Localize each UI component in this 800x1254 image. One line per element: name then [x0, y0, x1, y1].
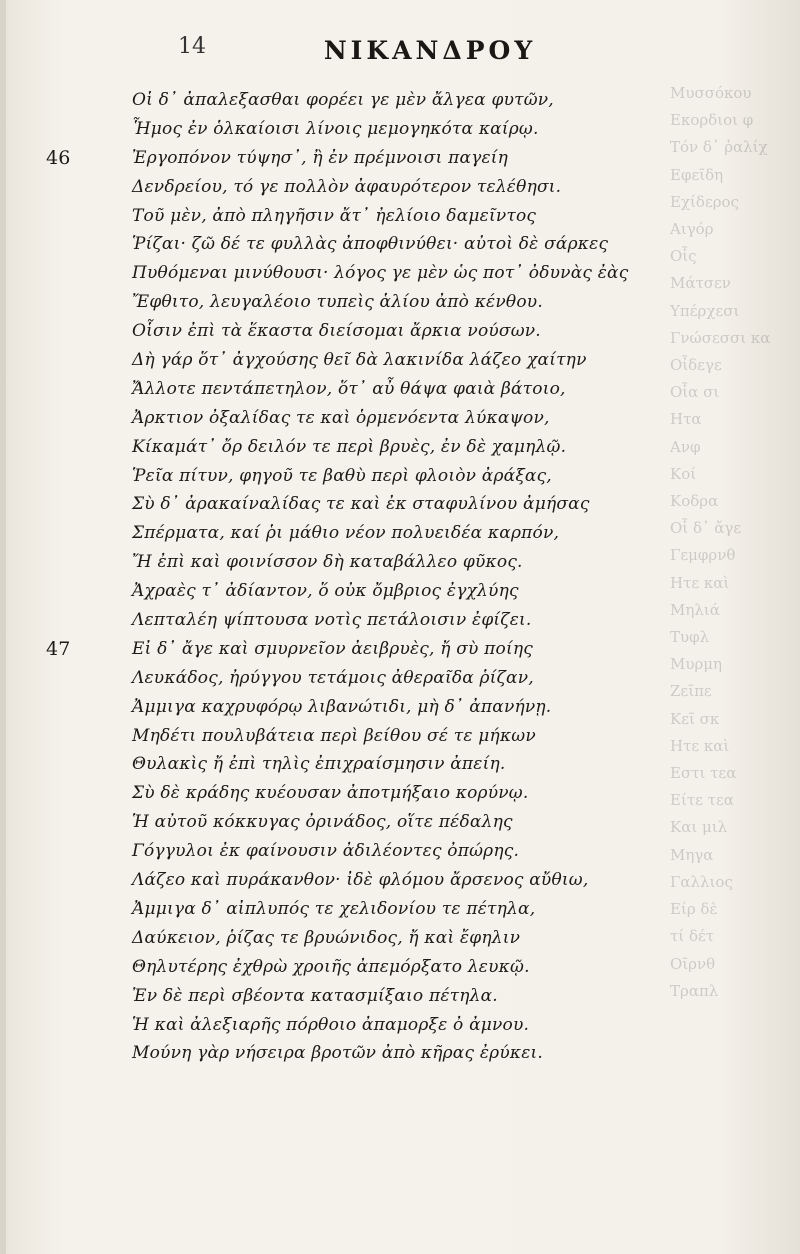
bleed-line: Γαλλιος — [670, 872, 733, 891]
bleed-line: Μηλιά — [670, 600, 720, 619]
verse-line — [46, 635, 632, 664]
verse-line — [132, 317, 632, 346]
verse-text: Μηδέτι πουλυβάτεια περὶ βείθου σέ τε μήκων — [132, 725, 536, 746]
verse-line — [132, 577, 632, 606]
verse-line — [132, 1039, 632, 1068]
verse-line — [132, 982, 632, 1011]
verse-text: Σπέρματα, καί ῥι μάθιο νέον πολυειδέα καρπόν, — [132, 523, 560, 544]
verse-text: Ἀρκτιον ὀξαλίδας τε καὶ ὁρμενόεντα λύκαψον, — [132, 407, 550, 428]
bleed-line: Γεμφρνθ — [670, 546, 736, 565]
bleed-line: Μυρμη — [670, 655, 723, 674]
bleed-line: Οῖρνθ — [670, 954, 716, 973]
bleed-line: Γνώσεσσι κα — [670, 328, 771, 347]
verse-text: Δὴ γάρ ὅτ᾽ ἀγχούσης θεῖ δὰ λακινίδα λάζεο χαίτην — [132, 350, 587, 371]
verse-text: Ἀχραὲς τ᾽ ἀδίαντον, ὅ οὐκ ὄμβριος ἐγχλύης — [132, 581, 519, 602]
bleed-line: τί δέτ — [670, 927, 715, 946]
verse-line — [132, 924, 632, 953]
verse-text: Δενδρείου, τό γε πολλὸν ἀφαυρότερον τελέθησι. — [132, 176, 562, 197]
verse-text: Λευκάδος, ἠρύγγου τετάμοις ἀθεραῖδα ῥίζαν, — [132, 667, 534, 688]
verse-text: Κίκαμάτ᾽ ὄρ δειλόν τε περὶ βρυὲς, ἐν δὲ χαμηλῷ. — [132, 436, 567, 457]
verse-line — [132, 375, 632, 404]
verse-line — [132, 173, 632, 202]
verse-line — [132, 230, 632, 259]
verse-block — [46, 86, 632, 1068]
verse-line — [132, 346, 632, 375]
verse-text: Οἷσιν ἐπὶ τὰ ἕκαστα διείσομαι ἄρκια νούσων. — [132, 321, 541, 342]
verse-line — [132, 837, 632, 866]
bleed-line: Υπέρχεσι — [670, 301, 740, 320]
verse-line — [132, 722, 632, 751]
verse-text: Μούνη γὰρ νήσειρα βροτῶν ἀπὸ κῆρας ἐρύκει. — [132, 1043, 544, 1064]
verse-line — [132, 953, 632, 982]
bleed-line: Ητε καὶ — [670, 573, 730, 592]
verse-line — [132, 433, 632, 462]
verse-line — [132, 519, 632, 548]
bleed-line: Οἶς — [670, 247, 697, 266]
line-number: 47 — [46, 637, 71, 660]
bleed-line: Ητε καὶ — [670, 736, 730, 755]
verse-line — [132, 404, 632, 433]
bleed-line: Κοί — [670, 464, 697, 483]
verse-line — [132, 895, 632, 924]
verse-text: Ἤ ἐπὶ καὶ φοινίσσον δὴ καταβάλλεο φῦκος. — [132, 552, 523, 573]
page-gutter — [0, 0, 6, 1254]
verse-text: Ἐργοπόνον τύψησ᾽, ἢ ἐν πρέμνοισι παγείη — [132, 147, 509, 168]
bleed-line: Μάτσεν — [670, 274, 731, 293]
verse-text: Λεπταλέη ψίπτουσα νοτὶς πετάλοισιν ἐφίζει. — [132, 610, 532, 631]
verse-line — [132, 1011, 632, 1040]
verse-text: Ἐν δὲ περὶ σβέοντα κατασμίξαιο πέτηλα. — [132, 985, 498, 1006]
verse-text: Εἰ δ᾽ ἄγε καὶ σμυρνεῖον ἀειβρυὲς, ἤ σὺ ποίης — [132, 638, 533, 659]
bleed-line: Τυφλ — [670, 628, 710, 647]
bleed-line: Τόν δ᾽ ῥαλίχ — [670, 138, 768, 157]
verse-line — [132, 259, 632, 288]
verse-text: Σὺ δ᾽ ἀρακαίναλίδας τε καὶ ἐκ σταφυλίνου ἀμήσας — [132, 494, 590, 515]
verse-text: Ἡ αὐτοῦ κόκκυγας ὀρινάδος, οἵτε πέδαλης — [132, 812, 513, 833]
bleed-line: Είτε τεα — [670, 791, 734, 810]
verse-text: Πυθόμεναι μινύθουσι· λόγος γε μὲν ὡς ποτ᾽ ὀδυνὰς ἐὰς — [132, 263, 629, 284]
bleed-line: Κεῖ σκ — [670, 709, 720, 728]
verse-line — [132, 779, 632, 808]
verse-line — [46, 144, 632, 173]
verse-line — [132, 86, 632, 115]
verse-text: Ῥίζαι· ζῶ δέ τε φυλλὰς ἀποφθινύθει· αὐτοὶ δὲ σάρκες — [132, 234, 609, 255]
verse-text: Ἔφθιτο, λευγαλέοιο τυπεὶς ἁλίου ἀπὸ κένθου. — [132, 292, 543, 313]
bleed-line: Ζεῖπε — [670, 682, 712, 701]
verse-text: Γόγγυλοι ἐκ φαίνουσιν ἀδιλέοντες ὀπώρης. — [132, 841, 520, 862]
bleed-line: Τραπλ — [670, 981, 719, 1000]
bleed-line: Εστι τεα — [670, 764, 737, 783]
verse-text: Δαύκειον, ῥίζας τε βρυώνιδος, ἤ καὶ ἔφηλιν — [132, 927, 521, 948]
bleed-through-text — [670, 80, 800, 1180]
verse-text: Θηλυτέρης ἐχθρὼ χροιῆς ἀπεμόρξατο λευκῷ. — [132, 956, 530, 977]
verse-text: Ἡ καὶ ἀλεξιαρῆς πόρθοιο ἀπαμορξε ὀ ἀμνου. — [132, 1014, 530, 1035]
verse-text: Ἄλλοτε πεντάπετηλον, ὅτ᾽ αὖ θάψα φαιὰ βάτοιο, — [132, 378, 566, 399]
bleed-line: Οἶδεγε — [670, 356, 722, 375]
bleed-line: Οἷα σι — [670, 383, 720, 402]
bleed-line: Ανφ — [670, 437, 701, 456]
bleed-line: Μυσσόκου — [670, 84, 752, 102]
line-number: 46 — [46, 146, 71, 169]
bleed-line: Και μιλ — [670, 818, 728, 837]
verse-line — [132, 750, 632, 779]
bleed-line: Εφεῖδη — [670, 165, 724, 184]
bleed-line: Ητα — [670, 410, 702, 429]
folio-number: 14 — [178, 34, 206, 59]
verse-line — [132, 490, 632, 519]
running-head-title: ΝΙΚΑΝΔΡΟΥ — [323, 36, 537, 65]
verse-text: Λάζεο καὶ πυράκανθον· ἰδὲ φλόμου ἄρσενος αὔθιω, — [132, 870, 589, 891]
verse-line — [132, 808, 632, 837]
verse-text: Ῥεῖα πίτυν, φηγοῦ τε βαθὺ περὶ φλοιὸν ἀράξας, — [132, 465, 552, 486]
verse-text: Ἀμμιγα δ᾽ αἰπλυπός τε χελιδονίου τε πέτηλα, — [132, 898, 536, 919]
verse-text: Ἀμμιγα καχρυφόρῳ λιβανώτιδι, μὴ δ᾽ ἀπανήνῃ. — [132, 696, 552, 717]
bleed-line: Εκορδιοι φ — [670, 111, 754, 130]
bleed-line: Μηγα — [670, 845, 714, 864]
verse-line — [132, 202, 632, 231]
verse-line — [132, 288, 632, 317]
bleed-line: Είρ δὲ — [670, 900, 718, 919]
verse-line — [132, 664, 632, 693]
verse-line — [132, 693, 632, 722]
verse-text: Ἧμος ἐν ὁλκαίοισι λίνοις μεμογηκότα καίρῳ. — [132, 118, 539, 139]
verse-text: Θυλακὶς ἤ ἐπὶ τηλὶς ἐπιχραίσμησιν ἀπείη. — [132, 754, 506, 775]
verse-text: Σὺ δὲ κράδης κυέουσαν ἀποτμήξαιο κορύνῳ. — [132, 783, 529, 804]
bleed-line: Αιγόρ — [670, 220, 714, 239]
verse-line — [132, 606, 632, 635]
verse-line — [132, 866, 632, 895]
bleed-line: Εχίδερος — [670, 192, 739, 211]
bleed-line: Οἶ δ᾽ ἄγε — [670, 519, 742, 538]
verse-line — [132, 548, 632, 577]
bleed-line: Κοδρα — [670, 492, 719, 511]
verse-text: Τοῦ μὲν, ἀπὸ πληγῆσιν ἄτ᾽ ἠελίοιο δαμεῖντος — [132, 205, 537, 226]
verse-line — [132, 462, 632, 491]
verse-text: Οἱ δ᾽ ἀπαλεξασθαι φορέει γε μὲν ἄλγεα φυτῶν, — [132, 90, 554, 110]
verse-line — [132, 115, 632, 144]
